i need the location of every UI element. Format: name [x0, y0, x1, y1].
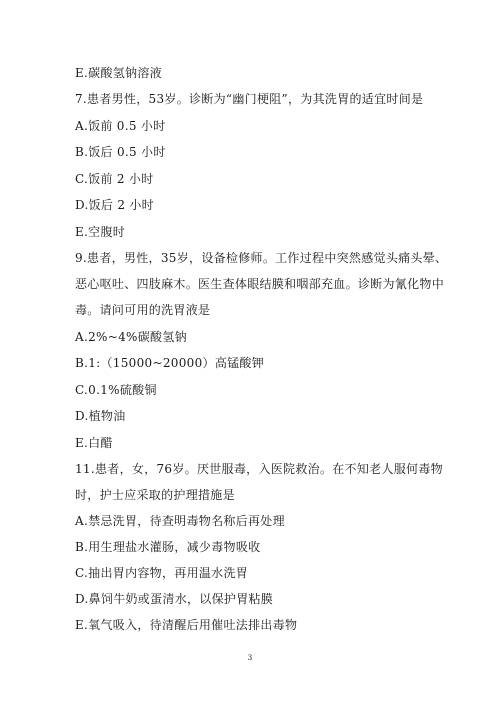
- question-9-line-2: 恶心呕吐、四肢麻木。医生查体眼结膜和咽部充血。诊断为氰化物中: [75, 277, 445, 291]
- option-e-q7: E.空腹时: [75, 225, 126, 239]
- page-number: 3: [247, 654, 253, 662]
- option-b-q11: B.用生理盐水灌肠，减少毒物吸收: [75, 540, 261, 554]
- question-7: 7.患者男性，53岁。诊断为“幽门梗阻”，为其洗胃的适宜时间是: [75, 92, 424, 106]
- option-b-q9: B.1:（15000~20000）高锰酸钾: [75, 356, 265, 370]
- option-a-q7: A.饭前 0.5 小时: [75, 119, 166, 133]
- question-11-line-2: 时，护士应采取的护理措施是: [75, 488, 235, 502]
- option-c-q7: C.饭前 2 小时: [75, 172, 154, 186]
- option-a-q11: A.禁忌洗胃，待查明毒物名称后再处理: [75, 514, 285, 528]
- option-b-q7: B.饭后 0.5 小时: [75, 145, 166, 159]
- question-9-line-3: 毒。请问可用的洗胃液是: [75, 303, 211, 317]
- option-e-q11: E.氧气吸入，待清醒后用催吐法排出毒物: [75, 618, 298, 632]
- option-d-q7: D.饭后 2 小时: [75, 198, 154, 212]
- question-11-line-1: 11.患者，女，76岁。厌世服毒，入医院救治。在不知老人服何毒物: [75, 462, 443, 476]
- option-a-q9: A.2%~4%碳酸氢钠: [75, 330, 187, 344]
- question-9-line-1: 9.患者，男性，35岁，设备检修师。工作过程中突然感觉头痛头晕、: [75, 251, 448, 265]
- option-d-q11: D.鼻饲牛奶或蛋清水，以保护胃粘膜: [75, 592, 274, 606]
- option-e-q9: E.白醋: [75, 436, 113, 450]
- option-d-q9: D.植物油: [75, 409, 126, 423]
- option-c-q9: C.0.1%硫酸铜: [75, 383, 157, 397]
- option-c-q11: C.抽出胃内容物，再用温水洗胃: [75, 566, 249, 580]
- option-e-q6: E.碳酸氢钠溶液: [75, 66, 162, 80]
